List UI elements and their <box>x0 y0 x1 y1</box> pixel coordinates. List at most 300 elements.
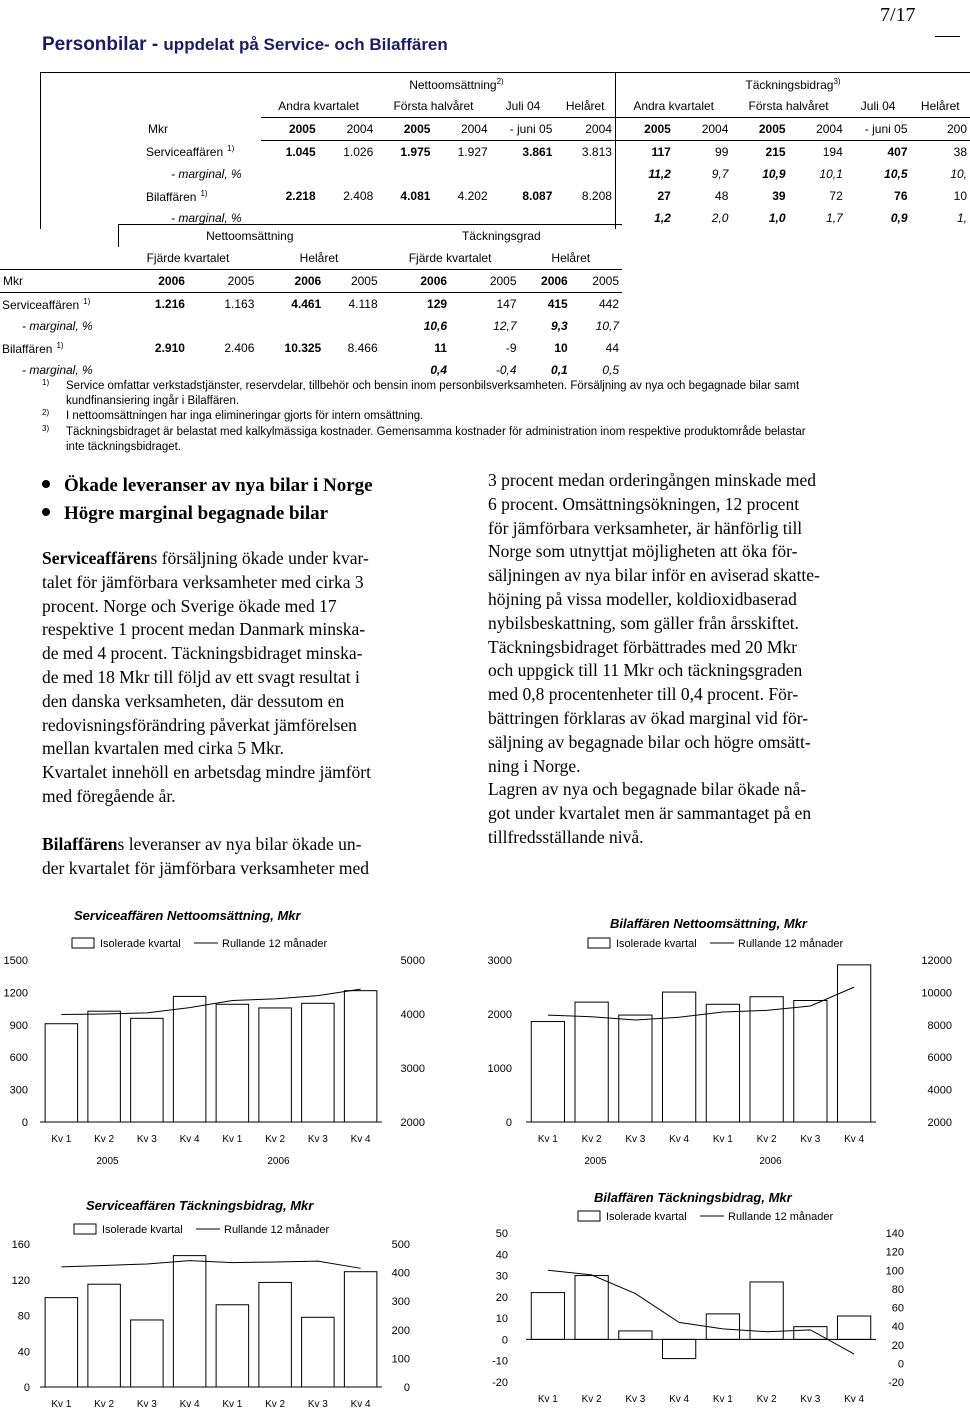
x-tick-label: Kv 2 <box>756 1134 777 1145</box>
table-cell: 147 <box>496 297 517 311</box>
year-label: 2005 <box>584 1156 607 1167</box>
x-tick-label: Kv 3 <box>136 1134 157 1145</box>
x-tick-label: Kv 4 <box>844 1394 865 1405</box>
y-tick-left: -10 <box>492 1355 508 1368</box>
table-cell: 2.910 <box>154 341 185 355</box>
text-line: 6 procent. Omsättningsökningen, 12 procent <box>488 493 800 514</box>
y-tick-left: 0 <box>501 1334 508 1347</box>
x-tick-label: Kv 2 <box>94 1399 115 1409</box>
y-tick-right: 5000 <box>400 955 425 967</box>
text-line: den danska verksamheten, där dessutom en <box>42 690 345 711</box>
bar <box>575 1276 608 1340</box>
table-cell: 10 <box>554 341 568 355</box>
y-tick-left: -20 <box>492 1377 508 1389</box>
year-table <box>0 224 622 381</box>
y-tick-left: 40 <box>17 1346 30 1359</box>
text-line: med 0,8 procentenheter till 0,4 procent. För- <box>488 684 799 705</box>
table-cell <box>491 163 556 185</box>
text-line: Norge som utnyttjat möjligheten att öka för- <box>488 541 798 562</box>
bar <box>173 1256 205 1387</box>
y-tick-right: 0 <box>897 1358 904 1371</box>
header-rule <box>935 36 960 37</box>
table-cell: 1, <box>956 211 967 225</box>
title-sub: uppdelat på Service- och Bilaffären <box>163 35 448 54</box>
table-cell: 215 <box>765 145 786 159</box>
row-label: - marginal, % <box>22 319 93 333</box>
y-tick-right: 3000 <box>400 1063 425 1075</box>
y-tick-left: 120 <box>11 1274 30 1287</box>
bar <box>45 1298 77 1387</box>
y-tick-left: 40 <box>495 1249 508 1262</box>
rolling-line <box>61 1261 360 1269</box>
period-label: Fjärde kvartalet <box>408 251 492 265</box>
y-tick-right: 400 <box>391 1267 410 1280</box>
text-line: höjning på vissa modeller, koldioxidbaserad <box>488 588 797 609</box>
text-line: säljning av begagnade bilar och högre omsätt- <box>488 731 811 752</box>
title-main: Personbilar - <box>42 34 164 55</box>
year-header: 2006 <box>119 270 188 293</box>
row-label: Bilaffären $^{1)}$ <box>2 340 64 356</box>
year-header: 2005 <box>731 118 788 141</box>
text-line: got under kvartalet men är sammantaget på en <box>488 803 812 824</box>
x-tick-label: Kv 1 <box>51 1399 72 1409</box>
table-cell: 442 <box>598 297 619 311</box>
table-row <box>0 315 622 337</box>
table-cell: 72 <box>829 189 843 203</box>
text-line: respektive 1 procent medan Danmark minska- <box>42 619 366 640</box>
table-cell: 194 <box>822 145 843 159</box>
legend-label: Isolerade kvartal <box>102 1224 183 1236</box>
table-cell: 11 <box>434 341 448 355</box>
y-tick-left: 2000 <box>487 1009 512 1021</box>
x-tick-label: Kv 3 <box>307 1399 328 1409</box>
period-label: Helåret <box>565 99 605 113</box>
table-cell <box>433 163 490 185</box>
table-cell <box>555 163 615 185</box>
highlight-bullets <box>42 472 373 528</box>
bar <box>216 1305 248 1387</box>
x-tick-label: Kv 1 <box>537 1134 558 1145</box>
quarter-table <box>40 72 970 229</box>
table-cell: 48 <box>715 189 729 203</box>
y-tick-left: 0 <box>505 1117 512 1129</box>
table-cell: 10 <box>953 189 967 203</box>
table-cell: 76 <box>894 189 908 203</box>
footnote-3: $^{3)}$ Täckningsbidraget är belastat med kalkylmässiga kostnader. Gemensamma kostnader för administration inom respektive produktområde belastar inte täckningsbidraget. <box>42 423 806 453</box>
bar <box>531 1022 564 1122</box>
y-tick-right: 40 <box>891 1321 904 1334</box>
x-tick-label: Kv 3 <box>800 1394 821 1405</box>
table-cell: 38 <box>953 145 967 159</box>
x-tick-label: Kv 3 <box>307 1134 328 1145</box>
year-header: 2005 <box>615 118 673 141</box>
table-cell: 3.861 <box>522 145 553 159</box>
table-cell: 2.218 <box>285 189 316 203</box>
table-cell: -9 <box>505 341 517 355</box>
chart-title: Serviceaffären Täckningsbidrag, Mkr <box>86 1198 314 1213</box>
year-header: 2005 <box>571 270 622 293</box>
year-header: 2004 <box>674 118 732 141</box>
table-cell: 12,7 <box>493 319 517 333</box>
y-tick-left: 80 <box>17 1310 30 1323</box>
year-header: 2006 <box>520 270 571 293</box>
y-tick-right: 4000 <box>400 1009 425 1021</box>
period-label: Juli 04 <box>860 99 896 113</box>
y-tick-right: -20 <box>888 1377 904 1389</box>
text-line: bättringen förklaras av ökad marginal vid för- <box>488 707 809 728</box>
row-label: - marginal, % <box>41 207 262 229</box>
bar <box>344 1272 376 1387</box>
x-tick-label: Kv 1 <box>222 1134 243 1145</box>
period-label: Andra kvartalet <box>615 95 731 118</box>
table-cell: 10,6 <box>423 319 448 333</box>
table-cell: -0,4 <box>495 363 517 377</box>
table-cell <box>324 315 380 337</box>
bullet-item: Ökade leveranser av nya bilar i Norge <box>42 472 373 500</box>
year-header: 2004 <box>789 118 846 141</box>
table-cell: 1,7 <box>826 211 843 225</box>
paragraph <box>42 547 426 809</box>
table-cell: 1.216 <box>154 297 185 311</box>
bar <box>45 1024 77 1122</box>
x-tick-label: Kv 2 <box>265 1134 286 1145</box>
text-line: Lagren av nya och begagnade bilar ökade nå- <box>488 779 807 800</box>
row-label: Bilaffären $^{1)}$ <box>41 185 262 207</box>
y-tick-right: 120 <box>885 1246 904 1259</box>
paragraph <box>42 833 426 881</box>
x-tick-label: Kv 4 <box>350 1399 371 1409</box>
table-cell <box>119 315 188 337</box>
text-line: de med 4 procent. Täckningsbidraget minska- <box>42 643 363 664</box>
left-text-column <box>42 547 426 880</box>
table-cell <box>324 359 380 381</box>
year-header: 2005 <box>376 118 433 141</box>
x-tick-label: Kv 1 <box>51 1134 72 1145</box>
text-line: 3 procent medan orderingången minskade med <box>488 470 817 490</box>
table-cell: 1.975 <box>400 145 431 159</box>
bar <box>302 1003 334 1122</box>
legend-label: Isolerade kvartal <box>606 1211 687 1223</box>
table-cell: 4.202 <box>457 189 488 203</box>
legend-label: Rullande 12 månader <box>224 1224 330 1236</box>
bar <box>794 1001 827 1123</box>
table-cell <box>319 163 377 185</box>
x-tick-label: Kv 4 <box>350 1134 371 1145</box>
table-cell: 1.045 <box>285 145 316 159</box>
y-tick-left: 3000 <box>487 955 512 967</box>
table-cell: 1.163 <box>224 297 255 311</box>
table-cell: 2.406 <box>224 341 255 355</box>
y-tick-left: 600 <box>9 1052 28 1065</box>
bar <box>838 1316 871 1339</box>
y-tick-right: 80 <box>891 1283 904 1296</box>
chart-title: Serviceaffären Nettoomsättning, Mkr <box>74 908 301 923</box>
table-cell: 4.461 <box>291 297 322 311</box>
table-cell <box>261 163 319 185</box>
legend-swatch-bar <box>72 938 94 948</box>
hdr-tackningsgrad: Täckningsgrad <box>381 225 622 248</box>
row-label: Serviceaffären $^{1)}$ <box>41 141 262 164</box>
year-label: 2006 <box>267 1156 290 1167</box>
year-header: 2005 <box>450 270 519 293</box>
legend-swatch-bar <box>74 1224 96 1234</box>
table-cell: 10, <box>950 167 967 181</box>
text-line: procent. Norge och Sverige ökade med 17 <box>42 595 337 616</box>
bar <box>838 965 871 1122</box>
bar <box>663 1339 696 1358</box>
period-label: Andra kvartalet <box>278 99 359 113</box>
bar <box>750 997 783 1122</box>
bar <box>302 1317 334 1387</box>
y-tick-left: 50 <box>495 1228 508 1240</box>
y-tick-right: 100 <box>391 1353 410 1366</box>
y-tick-right: 6000 <box>927 1052 952 1065</box>
table-cell: 27 <box>615 185 673 207</box>
x-tick-label: Kv 2 <box>581 1394 602 1405</box>
year-header: 2004 <box>433 118 490 141</box>
text-line: tillfredsställande nivå. <box>488 826 644 847</box>
legend-swatch-bar <box>588 938 610 948</box>
bar <box>706 1314 739 1340</box>
unit-label: Mkr <box>0 270 119 293</box>
table-cell: 99 <box>715 145 729 159</box>
text-line: nybilsbeskattning, som gäller från årsskiftet. <box>488 612 800 633</box>
table-cell <box>188 315 257 337</box>
legend-swatch-bar <box>578 1211 600 1221</box>
bar <box>259 1282 291 1387</box>
table-cell <box>188 359 257 381</box>
table-cell <box>119 359 188 381</box>
table-cell: 8.087 <box>522 189 553 203</box>
table-row <box>41 185 970 207</box>
y-tick-right: 8000 <box>927 1019 952 1032</box>
y-tick-right: 300 <box>391 1296 410 1309</box>
page-number: 7/17 <box>880 4 916 26</box>
year-header: 2006 <box>381 270 450 293</box>
period-label: Juli 04 <box>505 99 541 113</box>
bar <box>619 1331 652 1340</box>
bar <box>216 1004 248 1122</box>
x-tick-label: Kv 3 <box>625 1134 646 1145</box>
x-tick-label: Kv 3 <box>800 1134 821 1145</box>
table-cell: 9,3 <box>551 319 568 333</box>
table-cell: 9,7 <box>711 167 729 181</box>
table-cell: 10,9 <box>762 167 786 181</box>
legend-label: Rullande 12 månader <box>222 938 328 950</box>
x-tick-label: Kv 4 <box>179 1399 200 1409</box>
year-header: 2004 <box>319 118 377 141</box>
year-label: 2005 <box>96 1156 119 1167</box>
text-line: mellan kvartalen med cirka 5 Mkr. <box>42 738 285 759</box>
bar <box>706 1004 739 1122</box>
y-tick-right: 12000 <box>921 955 952 967</box>
chart-bil-tackningsbidrag <box>484 1180 960 1409</box>
table-cell: 10,5 <box>884 167 908 181</box>
row-label: Serviceaffären $^{1)}$ <box>2 296 91 312</box>
period-label: Första halvåret <box>748 99 829 113</box>
table-cell: 1.927 <box>457 145 488 159</box>
x-tick-label: Kv 1 <box>222 1399 243 1409</box>
text-line: ning i Norge. <box>488 755 581 776</box>
y-tick-left: 160 <box>11 1239 30 1251</box>
table-cell: 0,5 <box>602 363 619 377</box>
text-line: Bilaffärens leveranser av nya bilar ökade un- <box>42 833 362 854</box>
table-cell: 10,1 <box>819 167 843 181</box>
hdr-nettoomsattning: Nettoomsättning$^{2)}$ <box>261 73 615 96</box>
table-cell: 8.466 <box>347 341 378 355</box>
bar <box>531 1293 564 1340</box>
x-tick-label: Kv 2 <box>581 1134 602 1145</box>
x-tick-label: Kv 2 <box>265 1399 286 1409</box>
year-header: - juni 05 <box>491 118 556 141</box>
legend-label: Isolerade kvartal <box>100 938 181 950</box>
chart-service-nettoomsattning <box>0 900 470 1167</box>
text-line: der kvartalet för jämförbara verksamheter med <box>42 857 369 878</box>
table-cell: 117 <box>615 141 673 164</box>
y-tick-right: 10000 <box>921 987 952 1000</box>
table-cell: 11,2 <box>615 163 673 185</box>
right-text-column <box>488 469 872 850</box>
year-header: 2004 <box>555 118 615 141</box>
table-cell: 1.026 <box>343 145 374 159</box>
table-cell: 3.813 <box>581 145 612 159</box>
y-tick-right: 0 <box>403 1382 410 1394</box>
x-tick-label: Kv 1 <box>712 1134 733 1145</box>
y-tick-left: 0 <box>23 1382 30 1394</box>
year-header: - juni 05 <box>846 118 911 141</box>
text-line: Serviceaffärens försäljning ökade under kvar- <box>42 548 369 568</box>
text-line: för jämförbara verksamheter, är hänförlig till <box>488 517 803 538</box>
bar <box>794 1327 827 1340</box>
row-label: - marginal, % <box>41 163 262 185</box>
row-label: - marginal, % <box>22 363 93 377</box>
table-cell: 44 <box>605 341 619 355</box>
table-row <box>0 337 622 359</box>
table-row <box>0 359 622 381</box>
table-cell: 10,7 <box>595 319 619 333</box>
period-label: Helåret <box>920 99 960 113</box>
legend-label: Isolerade kvartal <box>616 938 697 950</box>
table-cell: 129 <box>427 297 448 311</box>
period-label: Helåret <box>551 251 591 265</box>
table-cell <box>376 163 433 185</box>
table-cell: 2.408 <box>343 189 374 203</box>
text-line: redovisningsförändring påverkat jämförelsen <box>42 714 357 735</box>
year-header: 2006 <box>257 270 324 293</box>
table-row <box>41 141 970 164</box>
text-line: talet för jämförbara verksamheter med cirka 3 <box>42 571 364 592</box>
table-cell: 0,4 <box>430 363 448 377</box>
x-tick-label: Kv 1 <box>537 1394 558 1405</box>
year-header: 2005 <box>261 118 319 141</box>
table-row <box>41 163 970 185</box>
y-tick-left: 1500 <box>3 955 28 967</box>
x-tick-label: Kv 4 <box>179 1134 200 1145</box>
text-line: Täckningsbidraget förbättrades med 20 Mkr <box>488 636 798 657</box>
x-tick-label: Kv 1 <box>712 1394 733 1405</box>
table-cell: 8.208 <box>581 189 612 203</box>
x-tick-label: Kv 4 <box>844 1134 865 1145</box>
y-tick-left: 1200 <box>3 987 28 1000</box>
y-tick-right: 2000 <box>927 1117 952 1129</box>
y-tick-left: 20 <box>495 1291 508 1304</box>
chart-title: Bilaffären Täckningsbidrag, Mkr <box>594 1190 792 1205</box>
footnote-2: $^{2)}$ I nettoomsättningen har inga elimineringar gjorts för intern omsättning. <box>42 408 424 422</box>
y-tick-left: 300 <box>9 1084 28 1097</box>
x-tick-label: Kv 3 <box>136 1399 157 1409</box>
table-cell <box>257 359 324 381</box>
table-cell: 415 <box>547 297 568 311</box>
x-tick-label: Kv 3 <box>625 1394 646 1405</box>
footnotes <box>42 379 932 455</box>
bar <box>259 1008 291 1122</box>
x-tick-label: Kv 2 <box>756 1394 777 1405</box>
x-tick-label: Kv 4 <box>669 1134 690 1145</box>
table-cell: 4.081 <box>400 189 431 203</box>
bar <box>131 1018 163 1122</box>
text-line: säljningen av nya bilar inför en aviserad skatte- <box>488 565 820 586</box>
period-label: Fjärde kvartalet <box>146 251 230 265</box>
table-cell: 39 <box>772 189 786 203</box>
y-tick-left: 1000 <box>487 1063 512 1075</box>
bar <box>575 1002 608 1122</box>
hdr-tackningsbidrag: Täckningsbidrag$^{3)}$ <box>615 73 970 96</box>
table-cell: 4.118 <box>348 297 378 311</box>
y-tick-right: 4000 <box>927 1084 952 1097</box>
y-tick-right: 200 <box>391 1324 410 1337</box>
y-tick-right: 140 <box>885 1228 904 1240</box>
bar <box>131 1320 163 1387</box>
text-line: de med 18 Mkr till följd av ett svagt resultat i <box>42 666 360 687</box>
bar <box>88 1011 120 1122</box>
text-line: Kvartalet innehöll en arbetsdag mindre jämfört <box>42 762 371 783</box>
footnote-1: $^{1)}$ Service omfattar verkstadstjänster, reservdelar, tillbehör och bensin inom personbilsverksamheten. Försäljning av nya och begagnade bilar samt kundfinansiering ingår i Bilaffären. <box>42 378 800 407</box>
y-tick-right: 60 <box>891 1302 904 1315</box>
y-tick-right: 500 <box>391 1239 410 1251</box>
year-header: 2005 <box>188 270 257 293</box>
page-title <box>42 34 448 56</box>
bullet-item: Högre marginal begagnade bilar <box>42 500 373 528</box>
legend-label: Rullande 12 månader <box>728 1211 834 1223</box>
table-cell: 1,2 <box>615 207 673 229</box>
bar <box>173 996 205 1122</box>
legend-label: Rullande 12 månader <box>738 938 844 950</box>
table-cell: 2,0 <box>711 211 729 225</box>
bar <box>344 991 376 1122</box>
table-cell: 10.325 <box>284 341 322 355</box>
y-tick-left: 30 <box>495 1270 508 1283</box>
year-header: 2005 <box>324 270 380 293</box>
y-tick-left: 900 <box>9 1019 28 1032</box>
bar <box>619 1015 652 1122</box>
y-tick-right: 100 <box>885 1265 904 1278</box>
table-cell <box>257 315 324 337</box>
year-header: 200 <box>911 118 970 141</box>
year-label: 2006 <box>759 1156 782 1167</box>
table-cell: 407 <box>887 145 908 159</box>
table-row <box>0 293 622 316</box>
x-tick-label: Kv 4 <box>669 1394 690 1405</box>
y-tick-left: 10 <box>495 1313 508 1326</box>
y-tick-left: 0 <box>21 1117 28 1129</box>
x-tick-label: Kv 2 <box>94 1134 115 1145</box>
text-line: med föregående år. <box>42 785 176 806</box>
unit-label: Mkr <box>148 122 168 136</box>
table-cell: 1,0 <box>768 211 786 225</box>
chart-service-tackningsbidrag <box>0 1180 470 1409</box>
period-label: Helåret <box>299 251 339 265</box>
bar <box>663 992 696 1122</box>
